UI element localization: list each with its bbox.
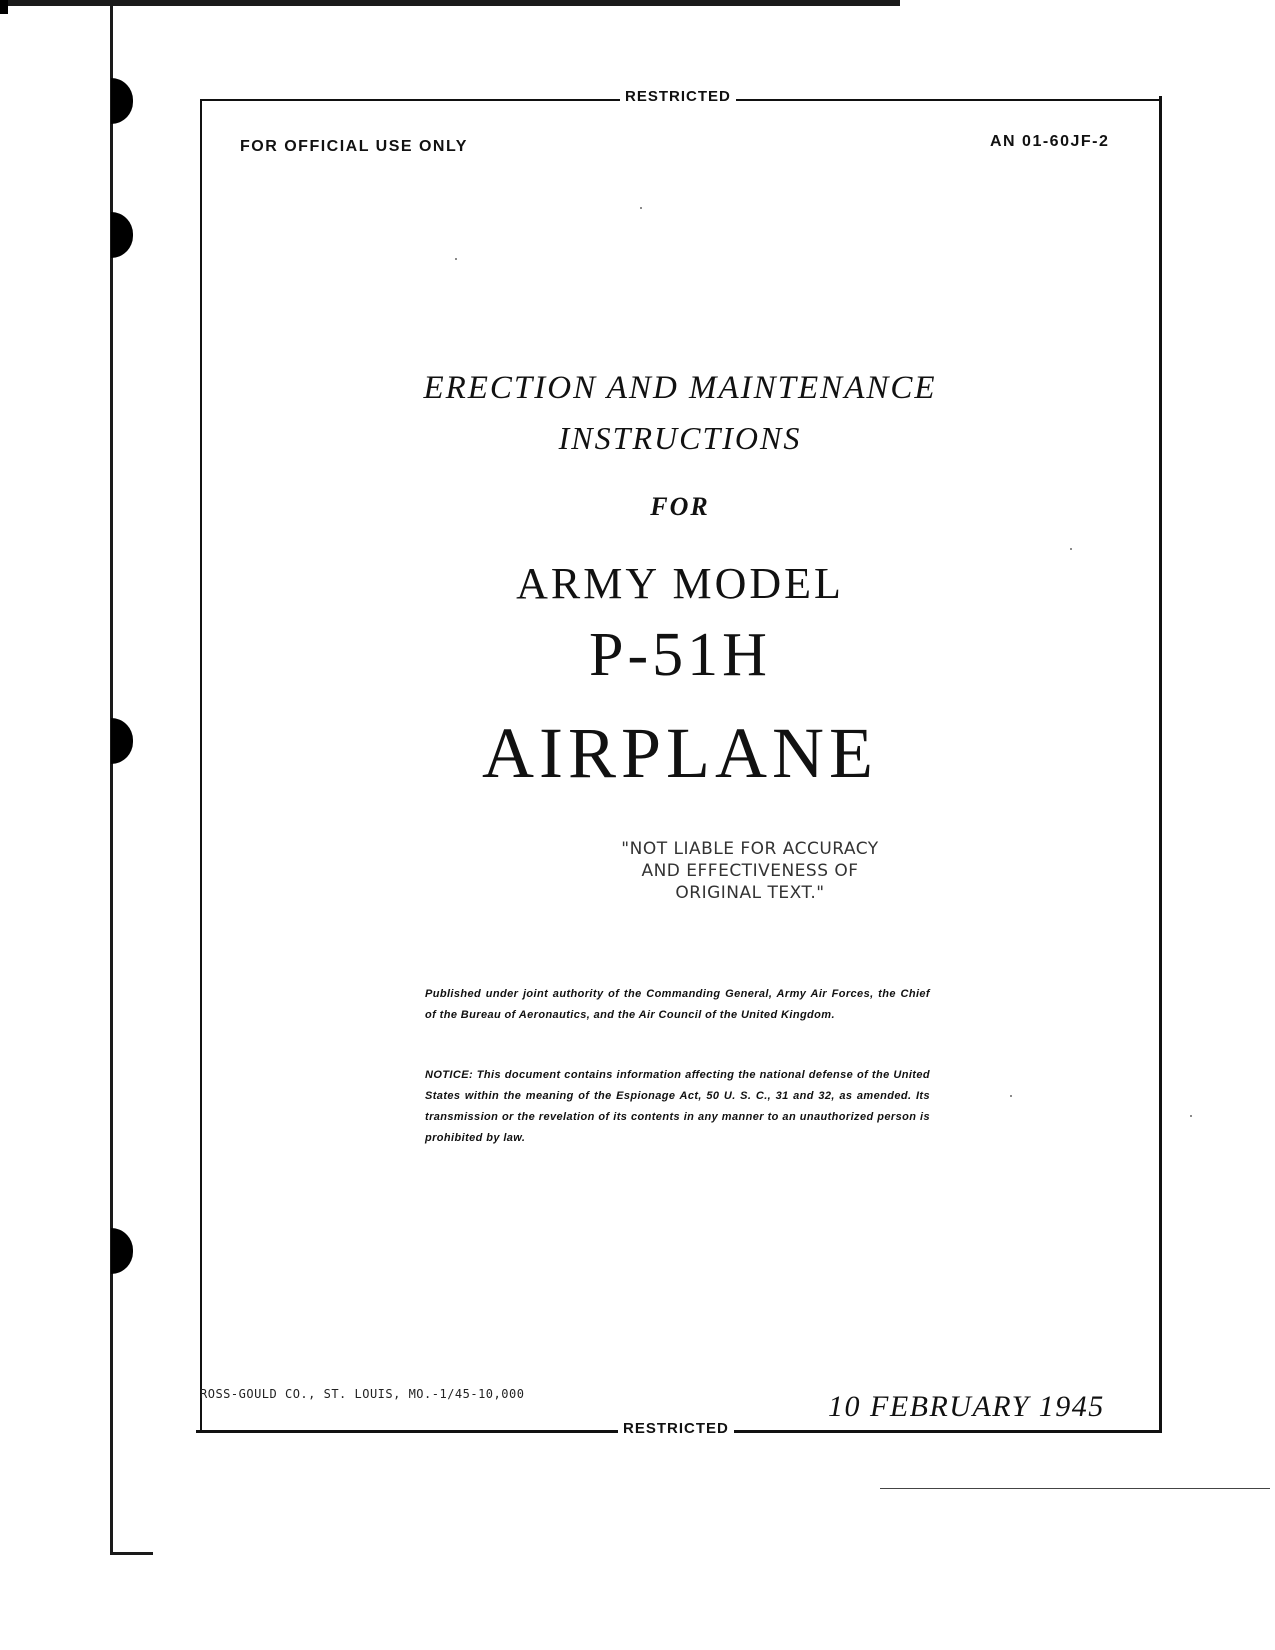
stamp-line-2: AND EFFECTIVENESS OF <box>641 861 859 881</box>
scan-speck <box>455 258 457 260</box>
army-model-heading: ARMY MODEL <box>516 559 844 608</box>
scan-speck <box>640 207 642 209</box>
printer-imprint: ROSS-GOULD CO., ST. LOUIS, MO.-1/45-10,000 <box>200 1387 525 1401</box>
title-line-1: ERECTION AND MAINTENANCE <box>423 370 937 406</box>
publication-authority: Published under joint authority of the Commanding General, Army Air Forces, the Chief of the Bureau of Aeronautics, and the Air Council of the United Kingdom. <box>425 988 930 1021</box>
stamp-line-3: ORIGINAL TEXT." <box>675 883 825 903</box>
scan-speck <box>1190 1115 1192 1117</box>
scan-stray-line <box>880 1488 1270 1489</box>
scan-speck <box>1070 548 1072 550</box>
frame-left-border <box>200 99 202 1432</box>
punch-hole-2 <box>111 212 133 258</box>
official-use-label: FOR OFFICIAL USE ONLY <box>240 138 468 155</box>
model-designation: P-51H <box>589 621 771 689</box>
restricted-label-bottom: RESTRICTED <box>618 1420 734 1437</box>
security-notice: NOTICE: This document contains information affecting the national defense of the United States within the meaning of the Espionage Act, 50 U. S. C., 31 and 32, as amended. Its transmission or the revelation of its contents in any manner to an unauthorized person is prohibited by law. <box>425 1069 930 1144</box>
title-for: FOR <box>650 492 710 521</box>
scan-speck <box>1010 1095 1012 1097</box>
scan-corner-mark <box>0 0 8 14</box>
punch-hole-4 <box>111 1228 133 1274</box>
binder-edge-foot <box>113 1552 153 1555</box>
disclaimer-stamp <box>580 838 920 904</box>
title-line-2: INSTRUCTIONS <box>558 420 802 456</box>
document-number: AN 01-60JF-2 <box>990 133 1110 150</box>
scan-edge-top <box>0 0 900 6</box>
restricted-label-top: RESTRICTED <box>620 88 736 105</box>
punch-hole-3 <box>111 718 133 764</box>
stamp-line-1: "NOT LIABLE FOR ACCURACY <box>621 839 879 859</box>
airplane-heading: AIRPLANE <box>482 713 878 793</box>
publication-date: 10 FEBRUARY 1945 <box>828 1390 1105 1423</box>
frame-right-border <box>1159 96 1162 1432</box>
punch-hole-1 <box>111 78 133 124</box>
